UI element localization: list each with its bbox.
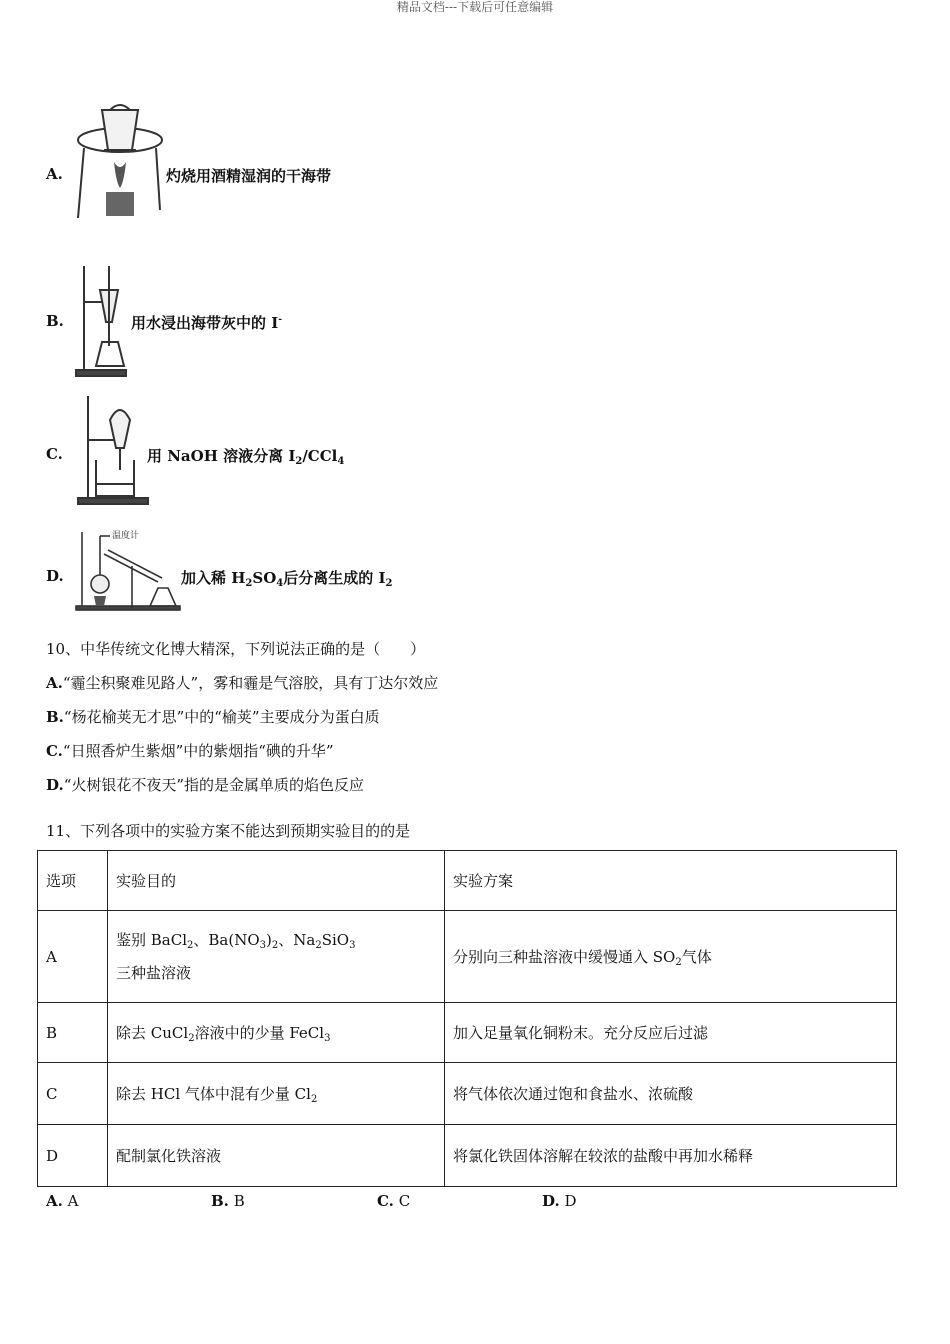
filtration-figure	[74, 262, 130, 378]
row-a-purpose: 鉴别 BaCl$_2$、$Ba(NO_3)_2$、$Na_2SiO_3$ 三种盐溶液	[108, 911, 445, 1003]
q11-answer-a: A. A	[46, 1192, 79, 1210]
row-c-purpose: 除去 HCl 气体中混有少量 $Cl_2$	[108, 1063, 445, 1125]
header-option: 选项	[38, 851, 108, 911]
table-header-row	[38, 851, 897, 911]
table-row	[38, 1125, 897, 1187]
row-d-purpose: 配制氯化铁溶液	[108, 1125, 445, 1187]
experiment-table	[37, 850, 897, 1187]
q11-stem: 11、下列各项中的实验方案不能达到预期实验目的的是	[46, 822, 411, 840]
thermometer-label: 温度计	[112, 531, 140, 541]
header-purpose: 实验目的	[108, 851, 445, 911]
row-b-option: B	[38, 1003, 108, 1063]
row-c-option: C	[38, 1063, 108, 1125]
q9-option-b-label: B.	[46, 312, 64, 330]
q11-answer-c: C. C	[377, 1192, 411, 1210]
q10-option-a: A.“霾尘积聚难见路人”，雾和霾是气溶胶，具有丁达尔效应	[46, 674, 439, 692]
crucible-heating-figure	[74, 100, 166, 222]
q11-answer-d: D. D	[542, 1192, 577, 1210]
q9-option-a-text: 灼烧用酒精湿润的干海带	[166, 167, 332, 185]
q11-answer-b: B. B	[211, 1192, 245, 1210]
table-row	[38, 911, 897, 1003]
row-d-plan: 将氯化铁固体溶解在较浓的盐酸中再加水稀释	[445, 1125, 897, 1187]
q10-stem: 10、中华传统文化博大精深，下列说法正确的是（ ）	[46, 640, 426, 658]
q9-option-b-text: 用水浸出海带灰中的 I-	[131, 314, 282, 332]
q10-option-d: D.“火树银花不夜天”指的是金属单质的焰色反应	[46, 776, 365, 794]
q9-option-d-label: D.	[46, 567, 64, 585]
page-header: 精品文档---下载后可任意编辑	[396, 0, 554, 14]
separatory-funnel-figure	[74, 392, 150, 508]
q9-option-c-label: C.	[46, 445, 63, 463]
row-d-option: D	[38, 1125, 108, 1187]
row-a-option: A	[38, 911, 108, 1003]
row-a-plan: 分别向三种盐溶液中缓慢通入 $SO_2$气体	[445, 911, 897, 1003]
row-b-purpose: 除去 CuCl$_2$溶液中的少量 FeCl$_3$	[108, 1003, 445, 1063]
q10-option-c: C.“日照香炉生紫烟”中的紫烟指“碘的升华”	[46, 742, 334, 760]
q9-option-c-text: 用 NaOH 溶液分离 $I_2/CCl_4$	[147, 447, 345, 467]
q10-option-b: B.“杨花榆荚无才思”中的“榆荚”主要成分为蛋白质	[46, 708, 380, 726]
row-c-plan: 将气体依次通过饱和食盐水、浓硫酸	[445, 1063, 897, 1125]
q9-option-a-label: A.	[46, 165, 63, 183]
row-b-plan: 加入足量氧化铜粉末。充分反应后过滤	[445, 1003, 897, 1063]
table-row	[38, 1003, 897, 1063]
header-plan: 实验方案	[445, 851, 897, 911]
q9-option-d-text: 加入稀 $H_2SO_4$后分离生成的 $I_2$	[181, 569, 393, 589]
table-row	[38, 1063, 897, 1125]
distillation-figure	[74, 528, 184, 612]
